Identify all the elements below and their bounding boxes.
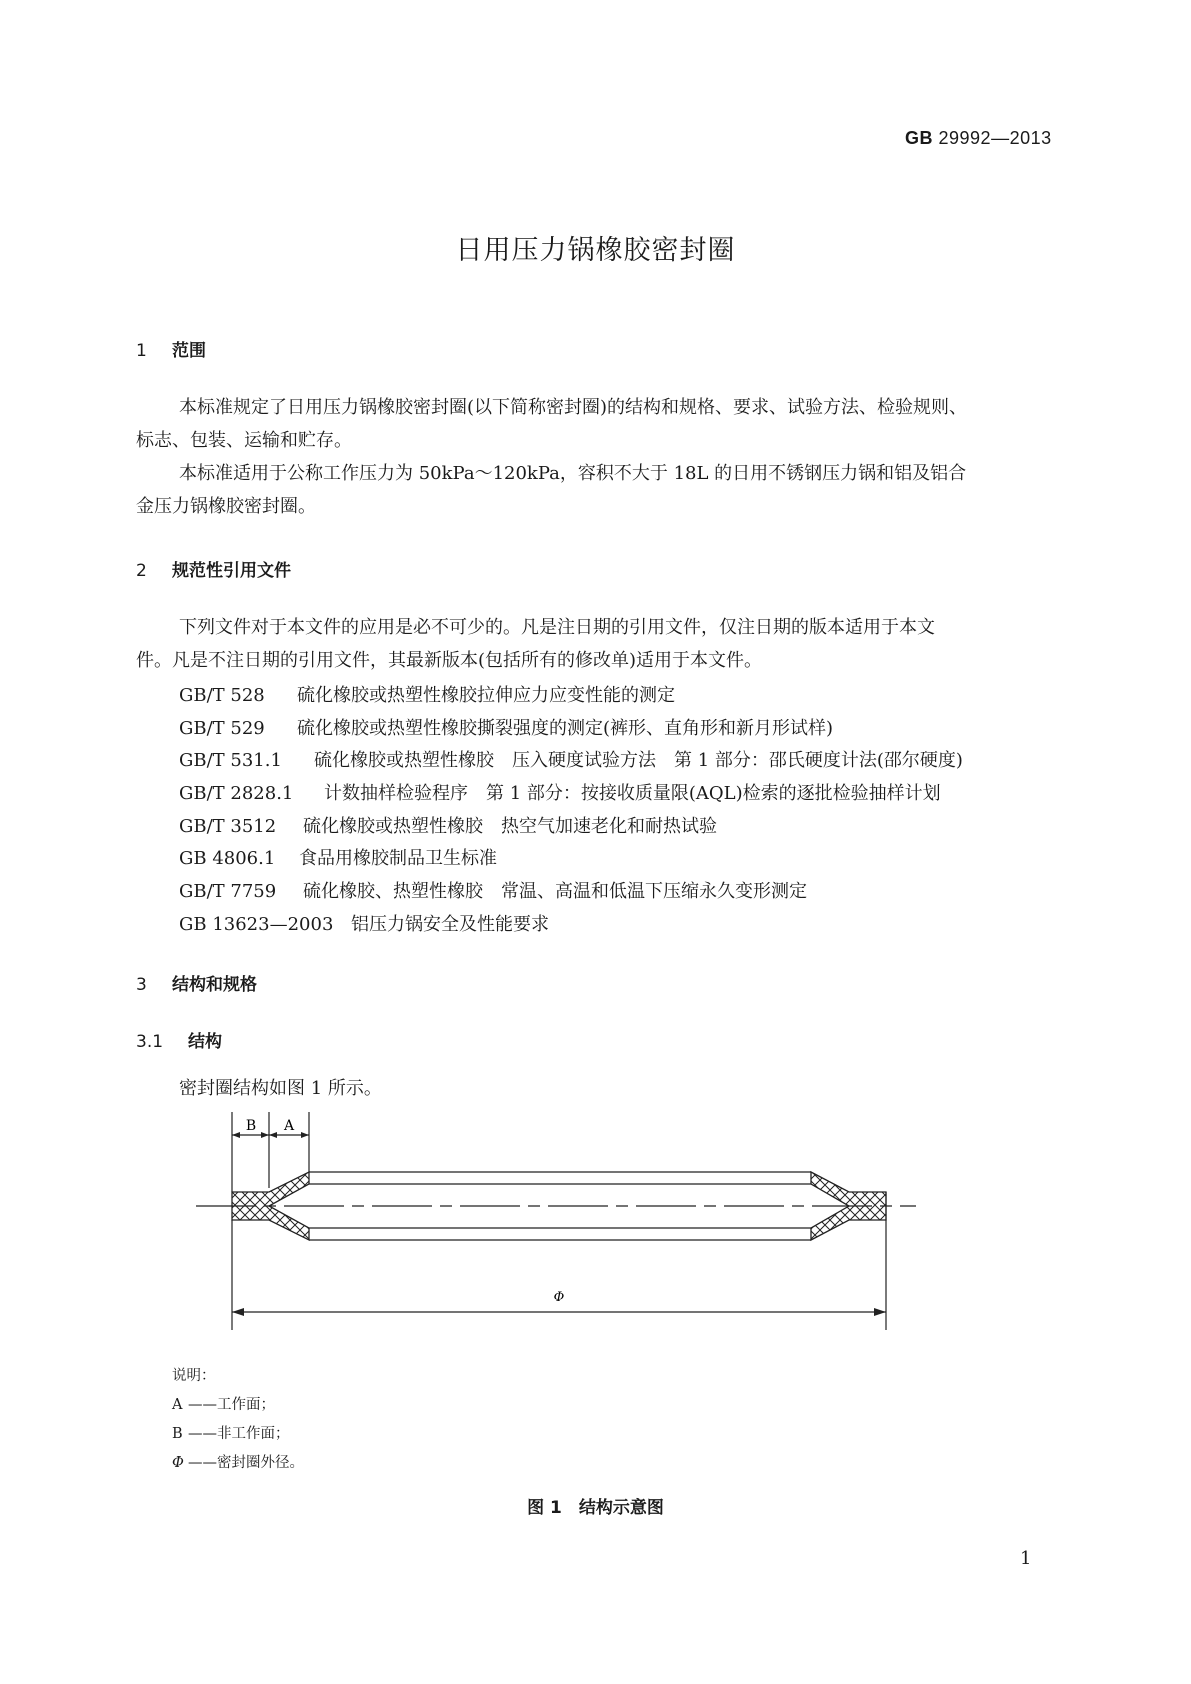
legend-item <box>172 1422 290 1443</box>
reference-title: 计数抽样检验程序 第 1 部分：按接收质量限(AQL)检索的逐批检验抽样计划 <box>324 783 941 804</box>
section-title: 范围 <box>172 341 206 361</box>
reference-title: 硫化橡胶或热塑性橡胶撕裂强度的测定(裤形、直角形和新月形试样) <box>297 718 834 739</box>
section-number: 2 <box>136 561 147 581</box>
standard-prefix: GB <box>905 128 933 148</box>
scope-paragraph-2-line-1: 本标准适用于公称工作压力为 50kPa～120kPa，容积不大于 18L 的日用不锈钢压力锅和铝及铝合 <box>179 463 967 484</box>
legend-description: ——非工作面； <box>188 1426 290 1442</box>
dim-label-a: A <box>283 1118 295 1134</box>
dim-label-b: B <box>245 1118 257 1134</box>
section-title: 规范性引用文件 <box>172 561 291 581</box>
dim-label-phi: Φ <box>553 1290 565 1305</box>
reference-title: 硫化橡胶或热塑性橡胶拉伸应力应变性能的测定 <box>297 685 675 706</box>
legend-symbol: B <box>172 1426 183 1442</box>
reference-code: GB/T 7759 <box>179 881 277 902</box>
reference-title: 铝压力锅安全及性能要求 <box>351 914 549 935</box>
legend-title: 说明： <box>172 1368 216 1384</box>
standard-number: 29992—2013 <box>938 128 1052 148</box>
reference-code: GB/T 531.1 <box>179 750 282 771</box>
legend-symbol: A <box>172 1397 183 1413</box>
scope-paragraph-2-line-2: 金压力锅橡胶密封圈。 <box>136 496 316 517</box>
scope-paragraph-1-line-1: 本标准规定了日用压力锅橡胶密封圈(以下简称密封圈)的结构和规格、要求、试验方法、检验规则、 <box>179 397 968 418</box>
reference-title: 硫化橡胶、热塑性橡胶 常温、高温和低温下压缩永久变形测定 <box>303 881 807 902</box>
scope-paragraph-1-line-2: 标志、包装、运输和贮存。 <box>136 430 352 451</box>
normative-intro-line-2: 件。凡是不注日期的引用文件，其最新版本(包括所有的修改单)适用于本文件。 <box>136 650 763 671</box>
section-number: 3.1 <box>136 1032 164 1052</box>
section-title: 结构 <box>188 1032 222 1052</box>
reference-title: 食品用橡胶制品卫生标准 <box>299 848 497 869</box>
reference-code: GB/T 528 <box>179 685 265 706</box>
document-title: 日用压力锅橡胶密封圈 <box>455 235 736 266</box>
reference-code: GB 13623—2003 <box>179 914 334 935</box>
structure-text: 密封圈结构如图 1 所示。 <box>179 1078 382 1099</box>
reference-code: GB/T 2828.1 <box>179 783 294 804</box>
section-title: 结构和规格 <box>172 975 257 995</box>
legend-item <box>172 1393 275 1414</box>
section-number: 1 <box>136 341 147 361</box>
reference-code: GB 4806.1 <box>179 848 276 869</box>
legend-symbol: Φ <box>172 1455 184 1471</box>
reference-title: 硫化橡胶或热塑性橡胶 热空气加速老化和耐热试验 <box>303 816 717 837</box>
reference-title: 硫化橡胶或热塑性橡胶 压入硬度试验方法 第 1 部分：邵氏硬度计法(邵尔硬度) <box>314 750 963 771</box>
section-number: 3 <box>136 975 147 995</box>
normative-intro-line-1: 下列文件对于本文件的应用是必不可少的。凡是注日期的引用文件，仅注日期的版本适用于本文 <box>179 617 935 638</box>
figure-caption: 图 1 结构示意图 <box>527 1498 664 1518</box>
legend-item <box>172 1451 304 1472</box>
reference-code: GB/T 529 <box>179 718 265 739</box>
reference-code: GB/T 3512 <box>179 816 277 837</box>
page-number: 1 <box>1020 1548 1032 1569</box>
legend-description: ——工作面； <box>188 1397 275 1413</box>
legend-description: ——密封圈外径。 <box>188 1455 304 1471</box>
